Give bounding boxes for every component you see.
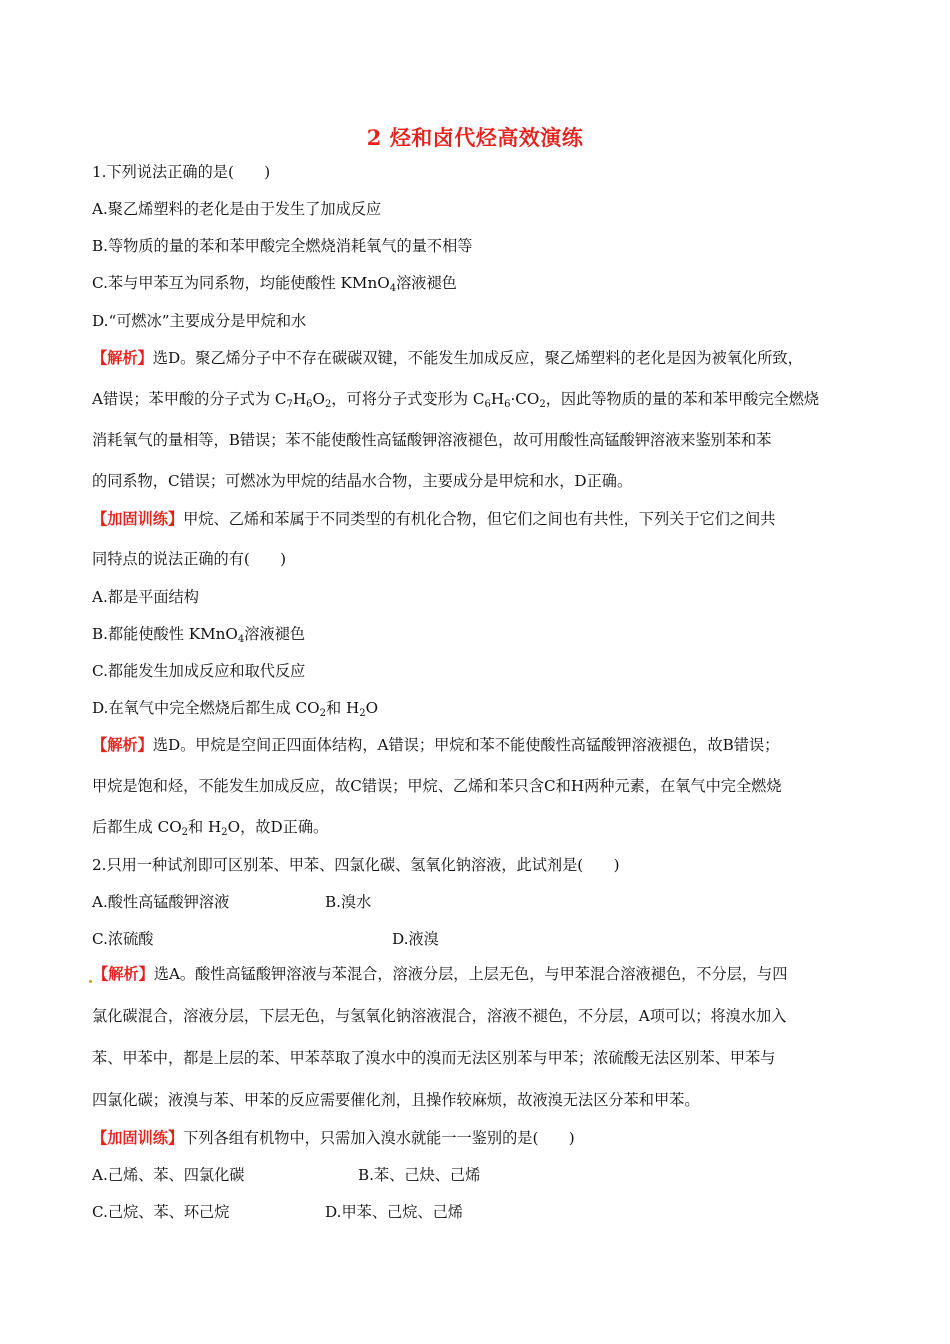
- r2-stem: [92, 1128, 575, 1148]
- q1-exp2-b: H: [292, 390, 307, 408]
- q1-option-c-sub: 4: [389, 283, 397, 294]
- r2-option-a: A.己烯、苯、四氯化碳: [92, 1166, 245, 1184]
- q2-explanation-line-4: 四氯化碳；液溴与苯、甲苯的反应需要催化剂，且操作较麻烦，故液溴无法区分苯和甲苯。: [92, 1091, 700, 1109]
- q2-explanation-line-2: 氯化碳混合，溶液分层，下层无色，与氢氧化钠溶液混合，溶液不褪色，不分层，A项可以；将溴水加入: [92, 1007, 787, 1025]
- q2-option-b: B.溴水: [325, 893, 372, 911]
- r2-reinforce-tag: 【加固训练】: [92, 1129, 184, 1147]
- q1-explanation-line-1: [92, 348, 803, 368]
- q1-exp2-s6: 2: [539, 399, 546, 410]
- q2-stem: 2.只用一种试剂即可区别苯、甲苯、四氯化碳、氢氧化钠溶液，此试剂是( ): [92, 856, 620, 874]
- r1-option-b-text: B.都能使酸性 KMnO: [92, 625, 238, 643]
- r1-analysis-tag: 【解析】: [92, 736, 153, 754]
- r1-stem-line-1: [92, 509, 775, 529]
- r1-d-sub2: 2: [359, 708, 366, 719]
- r1-explanation-line-2: 甲烷是饱和烃，不能发生加成反应，故C错误；甲烷、乙烯和苯只含C和H两种元素，在氧气中完全燃烧: [92, 777, 782, 795]
- r2-options-row-1: [92, 1165, 852, 1185]
- r1-explanation-line-1: [92, 735, 779, 755]
- q1-explanation-line-2: [92, 389, 819, 409]
- r1-option-b-tail: 溶液褪色: [244, 625, 306, 643]
- q1-explanation-line-4: 的同系物，C错误；可燃冰为甲烷的结晶水合物，主要成分是甲烷和水，D正确。: [92, 472, 633, 490]
- r1-exp3-mid: 和 H: [188, 818, 222, 836]
- r1-option-b-sub: 4: [237, 634, 245, 645]
- r1-explanation-text-1: 选D。甲烷是空间正四面体结构，A错误；甲烷和苯不能使酸性高锰酸钾溶液褪色，故B错误；: [152, 736, 780, 754]
- r1-exp3-sub2: 2: [221, 827, 228, 838]
- r1-option-b: [92, 624, 305, 644]
- q2-option-a: A.酸性高锰酸钾溶液: [92, 893, 230, 911]
- q2-option-d: D.液溴: [392, 930, 439, 948]
- r1-exp3-sub1: 2: [181, 827, 189, 838]
- r1-d-pre: D.在氧气中完全燃烧后都生成 CO: [92, 699, 320, 717]
- r2-option-c: C.己烷、苯、环己烷: [92, 1203, 230, 1221]
- q1-exp2-s2: 6: [306, 399, 313, 410]
- q1-exp2-a: A错误；苯甲酸的分子式为 C: [92, 390, 287, 408]
- page-title: 2 烃和卤代烃高效演练: [366, 125, 584, 150]
- q1-analysis-tag: 【解析】: [92, 349, 153, 367]
- q1-exp2-s4: 6: [484, 399, 491, 410]
- q2-options-row-1: [92, 892, 852, 912]
- q1-exp2-g: ，因此等物质的量的苯和苯甲酸完全燃烧: [545, 390, 820, 408]
- q1-explanation-text-1: 选D。聚乙烯分子中不存在碳碳双键，不能发生加成反应，聚乙烯塑料的老化是因为被氧化所致，: [152, 349, 803, 367]
- r2-option-d: D.甲苯、己烷、己烯: [325, 1203, 463, 1221]
- r1-option-d: [92, 698, 378, 718]
- q1-option-c-text: C.苯与甲苯互为同系物，均能使酸性 KMnO: [92, 274, 390, 292]
- mark-dot-icon: [89, 980, 92, 983]
- q2-explanation-line-1: [88, 964, 787, 984]
- r2-option-b: B.苯、己炔、己烯: [358, 1166, 481, 1184]
- r1-exp3-post: O，故D正确。: [227, 818, 329, 836]
- r1-d-mid: 和 H: [326, 699, 360, 717]
- r1-d-sub1: 2: [319, 708, 326, 719]
- q2-option-c: C.浓硫酸: [92, 930, 154, 948]
- q1-exp2-f: ·CO: [510, 390, 540, 408]
- q2-explanation-text-1: 选A。酸性高锰酸钾溶液与苯混合，溶液分层，上层无色，与甲苯混合溶液褪色，不分层，与四: [153, 965, 788, 983]
- r1-reinforce-tag: 【加固训练】: [92, 510, 184, 528]
- q1-exp2-s3: 2: [324, 399, 332, 410]
- q1-stem: 1.下列说法正确的是( ): [92, 163, 271, 181]
- r1-explanation-line-3: [92, 817, 328, 837]
- q1-exp2-s5: 6: [504, 399, 511, 410]
- r1-option-a: A.都是平面结构: [92, 588, 199, 606]
- q1-option-b: B.等物质的量的苯和苯甲酸完全燃烧消耗氧气的量不相等: [92, 237, 473, 255]
- q1-exp2-d: ，可将分子式变形为 C: [331, 390, 485, 408]
- q1-exp2-s1: 7: [286, 399, 293, 410]
- q1-option-a: A.聚乙烯塑料的老化是由于发生了加成反应: [92, 200, 382, 218]
- q1-option-d: D.“可燃冰”主要成分是甲烷和水: [92, 312, 307, 330]
- q1-explanation-line-3: 消耗氧气的量相等，B错误；苯不能使酸性高锰酸钾溶液褪色，故可用酸性高锰酸钾溶液来鉴别苯和苯: [92, 431, 772, 449]
- r2-options-row-2: [92, 1202, 852, 1222]
- r1-stem-line-2: 同特点的说法正确的有( ): [92, 550, 287, 568]
- q2-analysis-tag: 【解析】: [93, 965, 154, 983]
- q1-option-c: [92, 273, 457, 293]
- r1-stem-text-1: 甲烷、乙烯和苯属于不同类型的有机化合物，但它们之间也有共性，下列关于它们之间共: [183, 510, 776, 528]
- q2-explanation-line-3: 苯、甲苯中，都是上层的苯、甲苯萃取了溴水中的溴而无法区别苯与甲苯；浓硫酸无法区别苯、甲苯与: [92, 1049, 776, 1067]
- r2-stem-text: 下列各组有机物中，只需加入溴水就能一一鉴别的是( ): [183, 1129, 575, 1147]
- q1-exp2-c: O: [312, 390, 325, 408]
- q2-options-row-2: [92, 929, 852, 949]
- r1-option-c: C.都能发生加成反应和取代反应: [92, 662, 306, 680]
- r1-d-post: O: [365, 699, 379, 717]
- q1-option-c-tail: 溶液褪色: [396, 274, 457, 292]
- r1-exp3-pre: 后都生成 CO: [92, 818, 182, 836]
- q1-exp2-e: H: [490, 390, 505, 408]
